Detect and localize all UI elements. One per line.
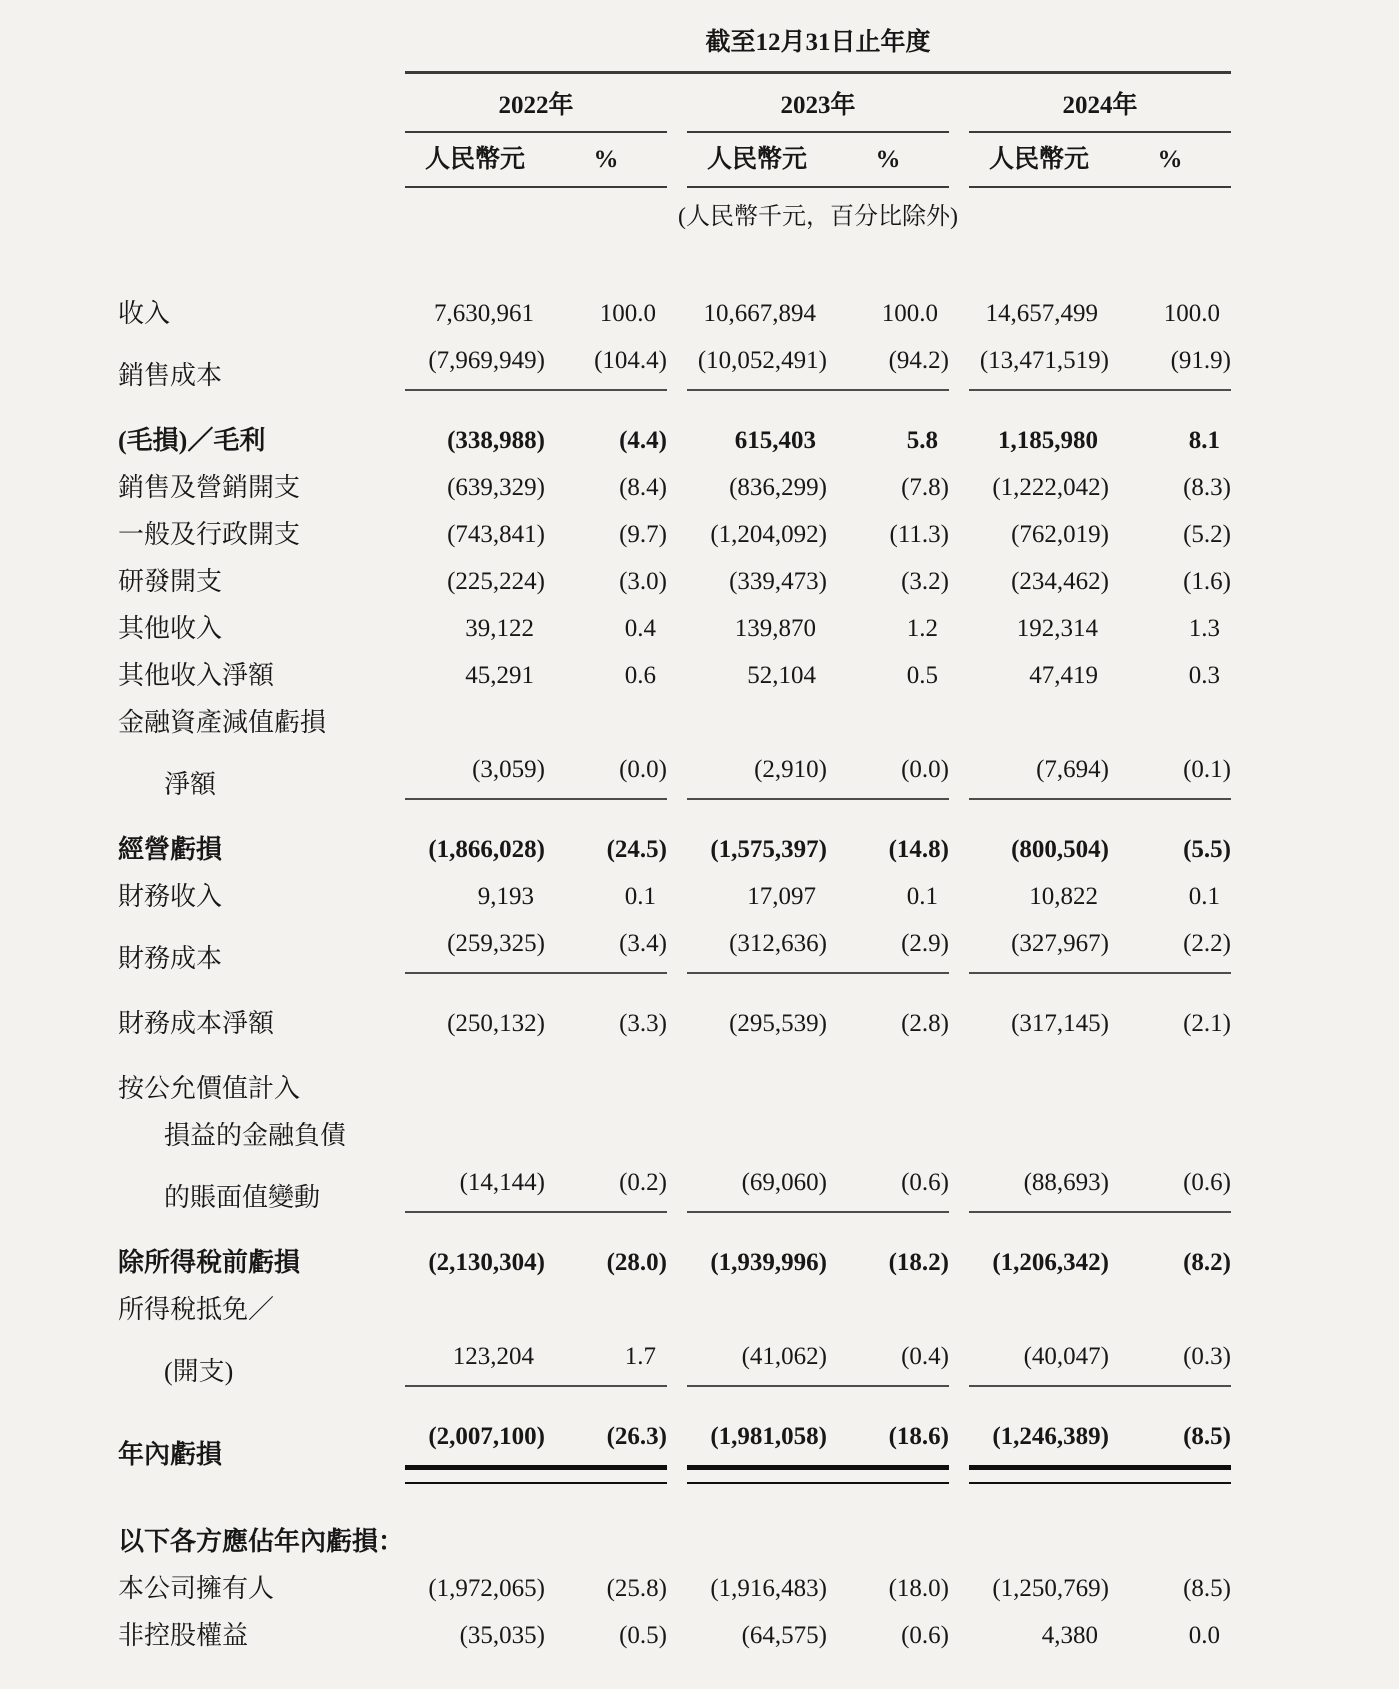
- value-cell: (3.2): [901, 568, 949, 595]
- value-cell: (1,575,397): [710, 836, 827, 863]
- double-rule: [405, 1478, 545, 1484]
- row-label: 財務成本淨額: [118, 1009, 275, 1038]
- row-label: 一般及行政開支: [118, 520, 301, 549]
- column-spacer: [667, 1277, 687, 1278]
- double-rule: [827, 1478, 949, 1484]
- row-label: 淨額: [164, 770, 217, 799]
- value-cell: (0.6): [901, 1622, 949, 1649]
- column-spacer: [949, 1483, 969, 1484]
- value-cell: (312,636): [687, 928, 827, 974]
- column-spacer: [667, 1650, 687, 1651]
- value-cell: (295,539): [729, 1010, 827, 1037]
- value-cell: (14.8): [888, 836, 949, 863]
- column-spacer: [949, 737, 969, 738]
- value-cell: [969, 1556, 1109, 1557]
- column-spacer: [667, 911, 687, 912]
- table-body: [118, 290, 1399, 1659]
- value-cell: [969, 1103, 1109, 1104]
- currency-header: 人民幣元: [969, 144, 1109, 188]
- value-cell: (1,916,483): [710, 1575, 827, 1602]
- table-row: [118, 652, 1399, 699]
- table-header-subhead-row: [118, 144, 1399, 188]
- value-cell: (7.8): [901, 474, 949, 501]
- value-cell: (259,325): [405, 928, 545, 974]
- column-spacer: [667, 1603, 687, 1604]
- header-label-spacer: [118, 132, 405, 133]
- value-cell: (2,007,100): [405, 1421, 545, 1470]
- column-spacer: [949, 1556, 969, 1557]
- column-spacer: [949, 1386, 969, 1387]
- value-cell: [687, 1103, 827, 1104]
- value-cell: 52,104: [747, 662, 816, 689]
- value-cell: [1109, 1556, 1231, 1557]
- column-spacer: [667, 1103, 687, 1104]
- double-rule: [969, 1478, 1109, 1484]
- value-cell: 100.0: [881, 300, 938, 327]
- value-cell: (1,972,065): [428, 1575, 545, 1602]
- value-cell: (2.9): [827, 928, 949, 974]
- column-spacer: [949, 1150, 969, 1151]
- table-row: [118, 873, 1399, 920]
- row-label: 除所得稅前虧損: [118, 1248, 301, 1277]
- value-cell: (0.5): [619, 1622, 667, 1649]
- value-cell: 615,403: [734, 427, 816, 454]
- row-label: 財務收入: [118, 882, 223, 911]
- value-cell: (225,224): [447, 568, 545, 595]
- value-cell: (339,473): [729, 568, 827, 595]
- percent-header: %: [827, 144, 949, 188]
- table-row: [118, 464, 1399, 511]
- value-cell: 5.8: [906, 427, 938, 454]
- column-spacer: [949, 596, 969, 597]
- units-note: (人民幣千元，百分比除外): [678, 204, 958, 230]
- double-rule-row: [118, 1478, 1399, 1484]
- table-row: [118, 826, 1399, 873]
- value-cell: (18.2): [888, 1249, 949, 1276]
- column-spacer: [949, 502, 969, 503]
- column-spacer: [667, 549, 687, 550]
- column-spacer: [949, 1212, 969, 1213]
- value-cell: [827, 1150, 949, 1151]
- value-cell: (18.0): [888, 1575, 949, 1602]
- column-spacer: [949, 690, 969, 691]
- column-spacer: [667, 1469, 687, 1470]
- value-cell: (26.3): [545, 1421, 667, 1470]
- value-cell: 1,185,980: [998, 427, 1098, 454]
- value-cell: (13,471,519): [969, 345, 1109, 391]
- value-cell: (317,145): [1011, 1010, 1109, 1037]
- table-row: [118, 1239, 1399, 1286]
- row-label: 銷售及營銷開支: [118, 473, 301, 502]
- column-spacer: [949, 549, 969, 550]
- value-cell: (8.4): [619, 474, 667, 501]
- column-spacer: [949, 1469, 969, 1470]
- value-cell: 139,870: [734, 615, 816, 642]
- value-cell: 0.1: [624, 883, 656, 910]
- row-label: (毛損)／毛利: [118, 426, 266, 455]
- value-cell: (14,144): [405, 1167, 545, 1213]
- column-spacer: [949, 643, 969, 644]
- value-cell: (35,035): [459, 1622, 545, 1649]
- percent-header: %: [545, 144, 667, 188]
- value-cell: 45,291: [465, 662, 534, 689]
- value-cell: (3,059): [405, 754, 545, 800]
- value-cell: 1.7: [545, 1341, 667, 1387]
- financial-table: [118, 26, 1399, 1659]
- value-cell: 1.3: [1188, 615, 1220, 642]
- value-cell: 0.0: [1188, 1622, 1220, 1649]
- row-label: (開支): [164, 1357, 234, 1386]
- value-cell: (234,462): [1011, 568, 1109, 595]
- column-spacer: [949, 390, 969, 391]
- table-row: [118, 337, 1399, 399]
- table-row: [118, 605, 1399, 652]
- rule-label-spacer: [118, 1483, 405, 1484]
- year-header-2024: 2024年: [969, 90, 1231, 133]
- column-spacer: [667, 1324, 687, 1325]
- value-cell: (10,052,491): [687, 345, 827, 391]
- value-cell: 10,822: [1029, 883, 1098, 910]
- row-label: 其他收入淨額: [118, 661, 275, 690]
- value-cell: [969, 1324, 1109, 1325]
- value-cell: [545, 1556, 667, 1557]
- value-cell: (25.8): [606, 1575, 667, 1602]
- value-cell: [687, 1556, 827, 1557]
- value-cell: 0.1: [906, 883, 938, 910]
- row-label: 收入: [118, 299, 171, 328]
- value-cell: (8.5): [1109, 1421, 1231, 1470]
- value-cell: 47,419: [1029, 662, 1098, 689]
- value-cell: [687, 1150, 827, 1151]
- value-cell: 14,657,499: [985, 300, 1098, 327]
- table-row: [118, 558, 1399, 605]
- currency-header: 人民幣元: [405, 144, 545, 188]
- value-cell: (3.4): [545, 928, 667, 974]
- value-cell: 8.1: [1188, 427, 1220, 454]
- column-spacer: [667, 643, 687, 644]
- value-cell: (2,910): [687, 754, 827, 800]
- value-cell: (1,981,058): [687, 1421, 827, 1470]
- value-cell: (91.9): [1109, 345, 1231, 391]
- table-row: [118, 1333, 1399, 1395]
- row-label: 年內虧損: [118, 1440, 223, 1469]
- value-cell: (69,060): [687, 1167, 827, 1213]
- table-row: [118, 920, 1399, 982]
- column-spacer: [667, 328, 687, 329]
- value-cell: [545, 1150, 667, 1151]
- column-spacer: [949, 864, 969, 865]
- value-cell: [1109, 1324, 1231, 1325]
- column-spacer: [667, 1212, 687, 1213]
- value-cell: (28.0): [606, 1249, 667, 1276]
- value-cell: 123,204: [405, 1341, 545, 1387]
- table-row: [118, 1159, 1399, 1221]
- row-label: 損益的金融負債: [164, 1121, 347, 1150]
- column-spacer: [667, 455, 687, 456]
- value-cell: (250,132): [447, 1010, 545, 1037]
- value-cell: 0.5: [906, 662, 938, 689]
- value-cell: (639,329): [447, 474, 545, 501]
- row-label: 經營虧損: [118, 835, 223, 864]
- value-cell: (11.3): [889, 521, 949, 548]
- table-row: [118, 1518, 1399, 1565]
- value-cell: [545, 1324, 667, 1325]
- table-row: [118, 1286, 1399, 1333]
- value-cell: (2.8): [901, 1010, 949, 1037]
- value-cell: (1,866,028): [428, 836, 545, 863]
- row-label: 按公允價值計入: [118, 1074, 301, 1103]
- table-row: [118, 1413, 1399, 1478]
- value-cell: (2,130,304): [428, 1249, 545, 1276]
- value-cell: [1109, 1150, 1231, 1151]
- value-cell: (94.2): [827, 345, 949, 391]
- value-cell: (0.0): [545, 754, 667, 800]
- value-cell: (5.5): [1183, 836, 1231, 863]
- value-cell: (327,967): [969, 928, 1109, 974]
- year-header-2023: 2023年: [687, 90, 949, 133]
- value-cell: [405, 1150, 545, 1151]
- currency-header: 人民幣元: [687, 144, 827, 188]
- row-label: 非控股權益: [118, 1621, 249, 1650]
- column-spacer: [949, 1277, 969, 1278]
- value-cell: [827, 1556, 949, 1557]
- value-cell: 17,097: [747, 883, 816, 910]
- value-cell: [969, 737, 1109, 738]
- column-spacer: [667, 864, 687, 865]
- value-cell: (3.3): [619, 1010, 667, 1037]
- column-spacer: [949, 911, 969, 912]
- column-spacer: [949, 328, 969, 329]
- row-label: 本公司擁有人: [118, 1574, 275, 1603]
- value-cell: [827, 737, 949, 738]
- row-label: 銷售成本: [118, 361, 223, 390]
- value-cell: 100.0: [1163, 300, 1220, 327]
- column-spacer: [667, 799, 687, 800]
- value-cell: 100.0: [599, 300, 656, 327]
- value-cell: [545, 737, 667, 738]
- table-row: [118, 1112, 1399, 1159]
- row-label: 以下各方應佔年內虧損：: [118, 1527, 405, 1556]
- column-spacer: [667, 1386, 687, 1387]
- table-header-note-row: [118, 202, 1399, 232]
- column-spacer: [949, 1324, 969, 1325]
- value-cell: 0.4: [624, 615, 656, 642]
- value-cell: [687, 737, 827, 738]
- value-cell: (1,939,996): [710, 1249, 827, 1276]
- value-cell: 1.2: [906, 615, 938, 642]
- value-cell: (800,504): [1011, 836, 1109, 863]
- value-cell: (0.3): [1109, 1341, 1231, 1387]
- value-cell: (3.0): [619, 568, 667, 595]
- value-cell: 0.3: [1188, 662, 1220, 689]
- value-cell: (9.7): [619, 521, 667, 548]
- table-row: [118, 1065, 1399, 1112]
- table-row: [118, 1000, 1399, 1047]
- value-cell: (1,206,342): [992, 1249, 1109, 1276]
- column-spacer: [949, 1603, 969, 1604]
- value-cell: (743,841): [447, 521, 545, 548]
- value-cell: (64,575): [741, 1622, 827, 1649]
- row-label: 財務成本: [118, 944, 223, 973]
- value-cell: [687, 1324, 827, 1325]
- value-cell: (1,204,092): [710, 521, 827, 548]
- value-cell: [827, 1324, 949, 1325]
- value-cell: (2.1): [1183, 1010, 1231, 1037]
- value-cell: 10,667,894: [703, 300, 816, 327]
- value-cell: [405, 737, 545, 738]
- column-spacer: [667, 737, 687, 738]
- value-cell: 4,380: [1041, 1622, 1098, 1649]
- table-row: [118, 290, 1399, 337]
- table-header-period-row: [118, 26, 1399, 74]
- value-cell: 0.6: [624, 662, 656, 689]
- column-spacer: [949, 799, 969, 800]
- value-cell: (8.5): [1183, 1575, 1231, 1602]
- column-spacer: [667, 973, 687, 974]
- value-cell: (8.2): [1183, 1249, 1231, 1276]
- table-row: [118, 417, 1399, 464]
- value-cell: (836,299): [729, 474, 827, 501]
- value-cell: [827, 1103, 949, 1104]
- double-rule: [1109, 1478, 1231, 1484]
- value-cell: 7,630,961: [434, 300, 534, 327]
- value-cell: (0.0): [827, 754, 949, 800]
- value-cell: (2.2): [1109, 928, 1231, 974]
- value-cell: [1109, 1103, 1231, 1104]
- value-cell: [969, 1150, 1109, 1151]
- double-rule: [687, 1478, 827, 1484]
- column-spacer: [949, 973, 969, 974]
- value-cell: (4.4): [619, 427, 667, 454]
- value-cell: 0.1: [1188, 883, 1220, 910]
- header-label-spacer: [118, 187, 405, 188]
- year-header-2022: 2022年: [405, 90, 667, 133]
- value-cell: (88,693): [969, 1167, 1109, 1213]
- value-cell: 192,314: [1016, 615, 1098, 642]
- column-spacer: [667, 390, 687, 391]
- value-cell: (0.4): [827, 1341, 949, 1387]
- header-label-spacer: [118, 231, 405, 232]
- value-cell: [405, 1556, 545, 1557]
- column-spacer: [667, 596, 687, 597]
- value-cell: (7,969,949): [405, 345, 545, 391]
- value-cell: (1,250,769): [992, 1575, 1109, 1602]
- column-spacer: [667, 1483, 687, 1484]
- table-header-years-row: [118, 90, 1399, 133]
- value-cell: (0.6): [1109, 1167, 1231, 1213]
- value-cell: (0.1): [1109, 754, 1231, 800]
- column-spacer: [667, 502, 687, 503]
- value-cell: (18.6): [827, 1421, 949, 1470]
- table-row: [118, 1612, 1399, 1659]
- value-cell: (8.3): [1183, 474, 1231, 501]
- value-cell: (7,694): [969, 754, 1109, 800]
- value-cell: (104.4): [545, 345, 667, 391]
- value-cell: [545, 1103, 667, 1104]
- column-spacer: [667, 1556, 687, 1557]
- value-cell: [405, 1103, 545, 1104]
- value-cell: (5.2): [1183, 521, 1231, 548]
- table-row: [118, 1565, 1399, 1612]
- column-spacer: [667, 1150, 687, 1151]
- value-cell: (41,062): [687, 1341, 827, 1387]
- column-spacer: [949, 1103, 969, 1104]
- value-cell: (1,222,042): [992, 474, 1109, 501]
- column-spacer: [949, 1038, 969, 1039]
- value-cell: (24.5): [606, 836, 667, 863]
- column-spacer: [667, 690, 687, 691]
- value-cell: (0.6): [827, 1167, 949, 1213]
- row-label: 金融資產減值虧損: [118, 708, 327, 737]
- table-row: [118, 511, 1399, 558]
- double-rule: [545, 1478, 667, 1484]
- value-cell: 9,193: [477, 883, 534, 910]
- column-spacer: [949, 1650, 969, 1651]
- value-cell: (40,047): [969, 1341, 1109, 1387]
- column-spacer: [949, 455, 969, 456]
- value-cell: (0.2): [545, 1167, 667, 1213]
- period-header: 截至12月31日止年度: [405, 26, 1231, 74]
- value-cell: [405, 1324, 545, 1325]
- table-row: [118, 699, 1399, 746]
- table-row: [118, 746, 1399, 808]
- value-cell: (1,246,389): [969, 1421, 1109, 1470]
- header-label-spacer: [118, 73, 405, 74]
- row-label: 所得稅抵免／: [118, 1295, 275, 1324]
- percent-header: %: [1109, 144, 1231, 188]
- row-label: 其他收入: [118, 614, 223, 643]
- value-cell: 39,122: [465, 615, 534, 642]
- value-cell: (1.6): [1183, 568, 1231, 595]
- value-cell: [1109, 737, 1231, 738]
- value-cell: (762,019): [1011, 521, 1109, 548]
- value-cell: (338,988): [447, 427, 545, 454]
- row-label: 的賬面值變動: [164, 1183, 321, 1212]
- row-label: 研發開支: [118, 567, 223, 596]
- column-spacer: [667, 1038, 687, 1039]
